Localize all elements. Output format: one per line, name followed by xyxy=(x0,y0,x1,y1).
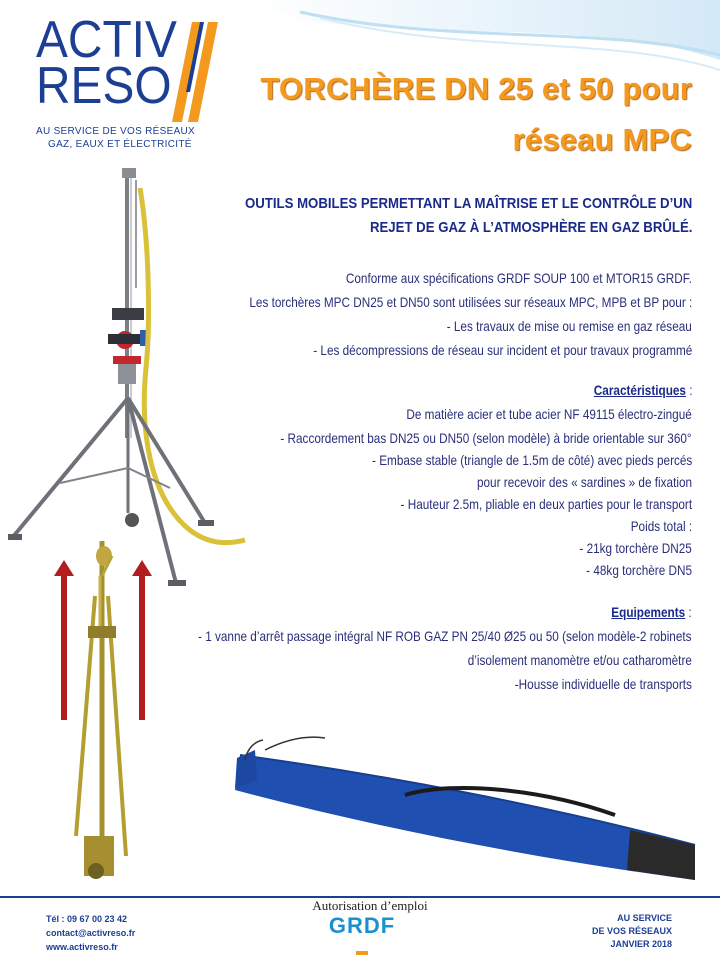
up-arrow-icon xyxy=(132,560,152,720)
characteristics-line-5: - Hauteur 2.5m, pliable en deux parties pour le transport xyxy=(400,496,692,512)
intro-line-1: Conforme aux spécifications GRDF SOUP 100 et MTOR15 GRDF. xyxy=(346,270,692,286)
transport-bag-photo xyxy=(225,720,720,890)
characteristics-line-2: - Raccordement bas DN25 ou DN50 (selon modèle) à bride orientable sur 360° xyxy=(280,430,692,446)
footer-right-line-1: AU SERVICE xyxy=(617,913,672,923)
up-arrow-icon xyxy=(54,560,74,720)
footer-website: www.activreso.fr xyxy=(46,942,118,952)
characteristics-heading-colon: : xyxy=(685,382,692,398)
subtitle-line-2: REJET DE GAZ À L’ATMOSPHÈRE EN GAZ BRÛLÉ. xyxy=(369,219,692,236)
equipment-heading: Equipements xyxy=(611,604,686,620)
characteristics-line-8: - 48kg torchère DN5 xyxy=(586,562,692,578)
equipment-line-2: d’isolement manomètre et/ou catharomètre xyxy=(467,652,692,668)
characteristics-line-1: De matière acier et tube acier NF 49115 électro-zingué xyxy=(406,406,692,422)
equipment-heading-colon: : xyxy=(685,604,692,620)
subtitle-line-1: OUTILS MOBILES PERMETTANT LA MAÎTRISE ET LE CONTRÔLE D’UN xyxy=(244,195,692,212)
torch-photo xyxy=(0,168,250,598)
footer-authorization-label: Autorisation d’emploi xyxy=(312,898,428,913)
footer-phone: Tél : 09 67 00 23 42 xyxy=(46,914,128,924)
logo-slash-icon xyxy=(170,22,220,122)
page-title-line-2: réseau MPC xyxy=(512,122,692,157)
footer-right-line-2: DE VOS RÉSEAUX xyxy=(591,926,672,936)
grdf-logo xyxy=(322,913,402,959)
characteristics-line-3: - Embase stable (triangle de 1.5m de côté) avec pieds percés xyxy=(371,452,692,468)
equipment-heading-row xyxy=(612,602,692,622)
page-title-line-1: TORCHÈRE DN 25 et 50 pour xyxy=(260,71,692,106)
grdf-logo-text: GRDF xyxy=(328,913,396,938)
characteristics-heading: Caractéristiques xyxy=(593,382,686,398)
intro-line-4: - Les décompressions de réseau sur incident et pour travaux programmé xyxy=(312,342,692,358)
intro-line-3: - Les travaux de mise ou remise en gaz réseau xyxy=(446,318,692,334)
characteristics-line-4: pour recevoir des « sardines » de fixation xyxy=(476,474,692,490)
logo-tagline-1: AU SERVICE DE VOS RÉSEAUX xyxy=(36,126,196,137)
logo-tagline-2: GAZ, EAUX ET ÉLECTRICITÉ xyxy=(48,139,192,150)
footer-right-line-3: JANVIER 2018 xyxy=(610,939,672,949)
intro-line-2: Les torchères MPC DN25 et DN50 sont utilisées sur réseaux MPC, MPB et BP pour : xyxy=(249,294,692,310)
logo-reso-text: RESO xyxy=(36,57,172,115)
characteristics-line-6: Poids total : xyxy=(630,518,692,534)
footer-email: contact@activreso.fr xyxy=(46,928,136,938)
characteristics-line-7: - 21kg torchère DN25 xyxy=(579,540,692,556)
equipment-line-1: - 1 vanne d’arrêt passage intégral NF ROB GAZ PN 25/40 Ø25 ou 50 (selon modèle-2 robinets xyxy=(198,628,692,644)
characteristics-heading-row xyxy=(593,380,692,400)
equipment-line-3: -Housse individuelle de transports xyxy=(514,676,692,692)
grdf-logo-mark xyxy=(356,951,368,955)
logo-activ-text: ACTIV xyxy=(36,11,177,69)
